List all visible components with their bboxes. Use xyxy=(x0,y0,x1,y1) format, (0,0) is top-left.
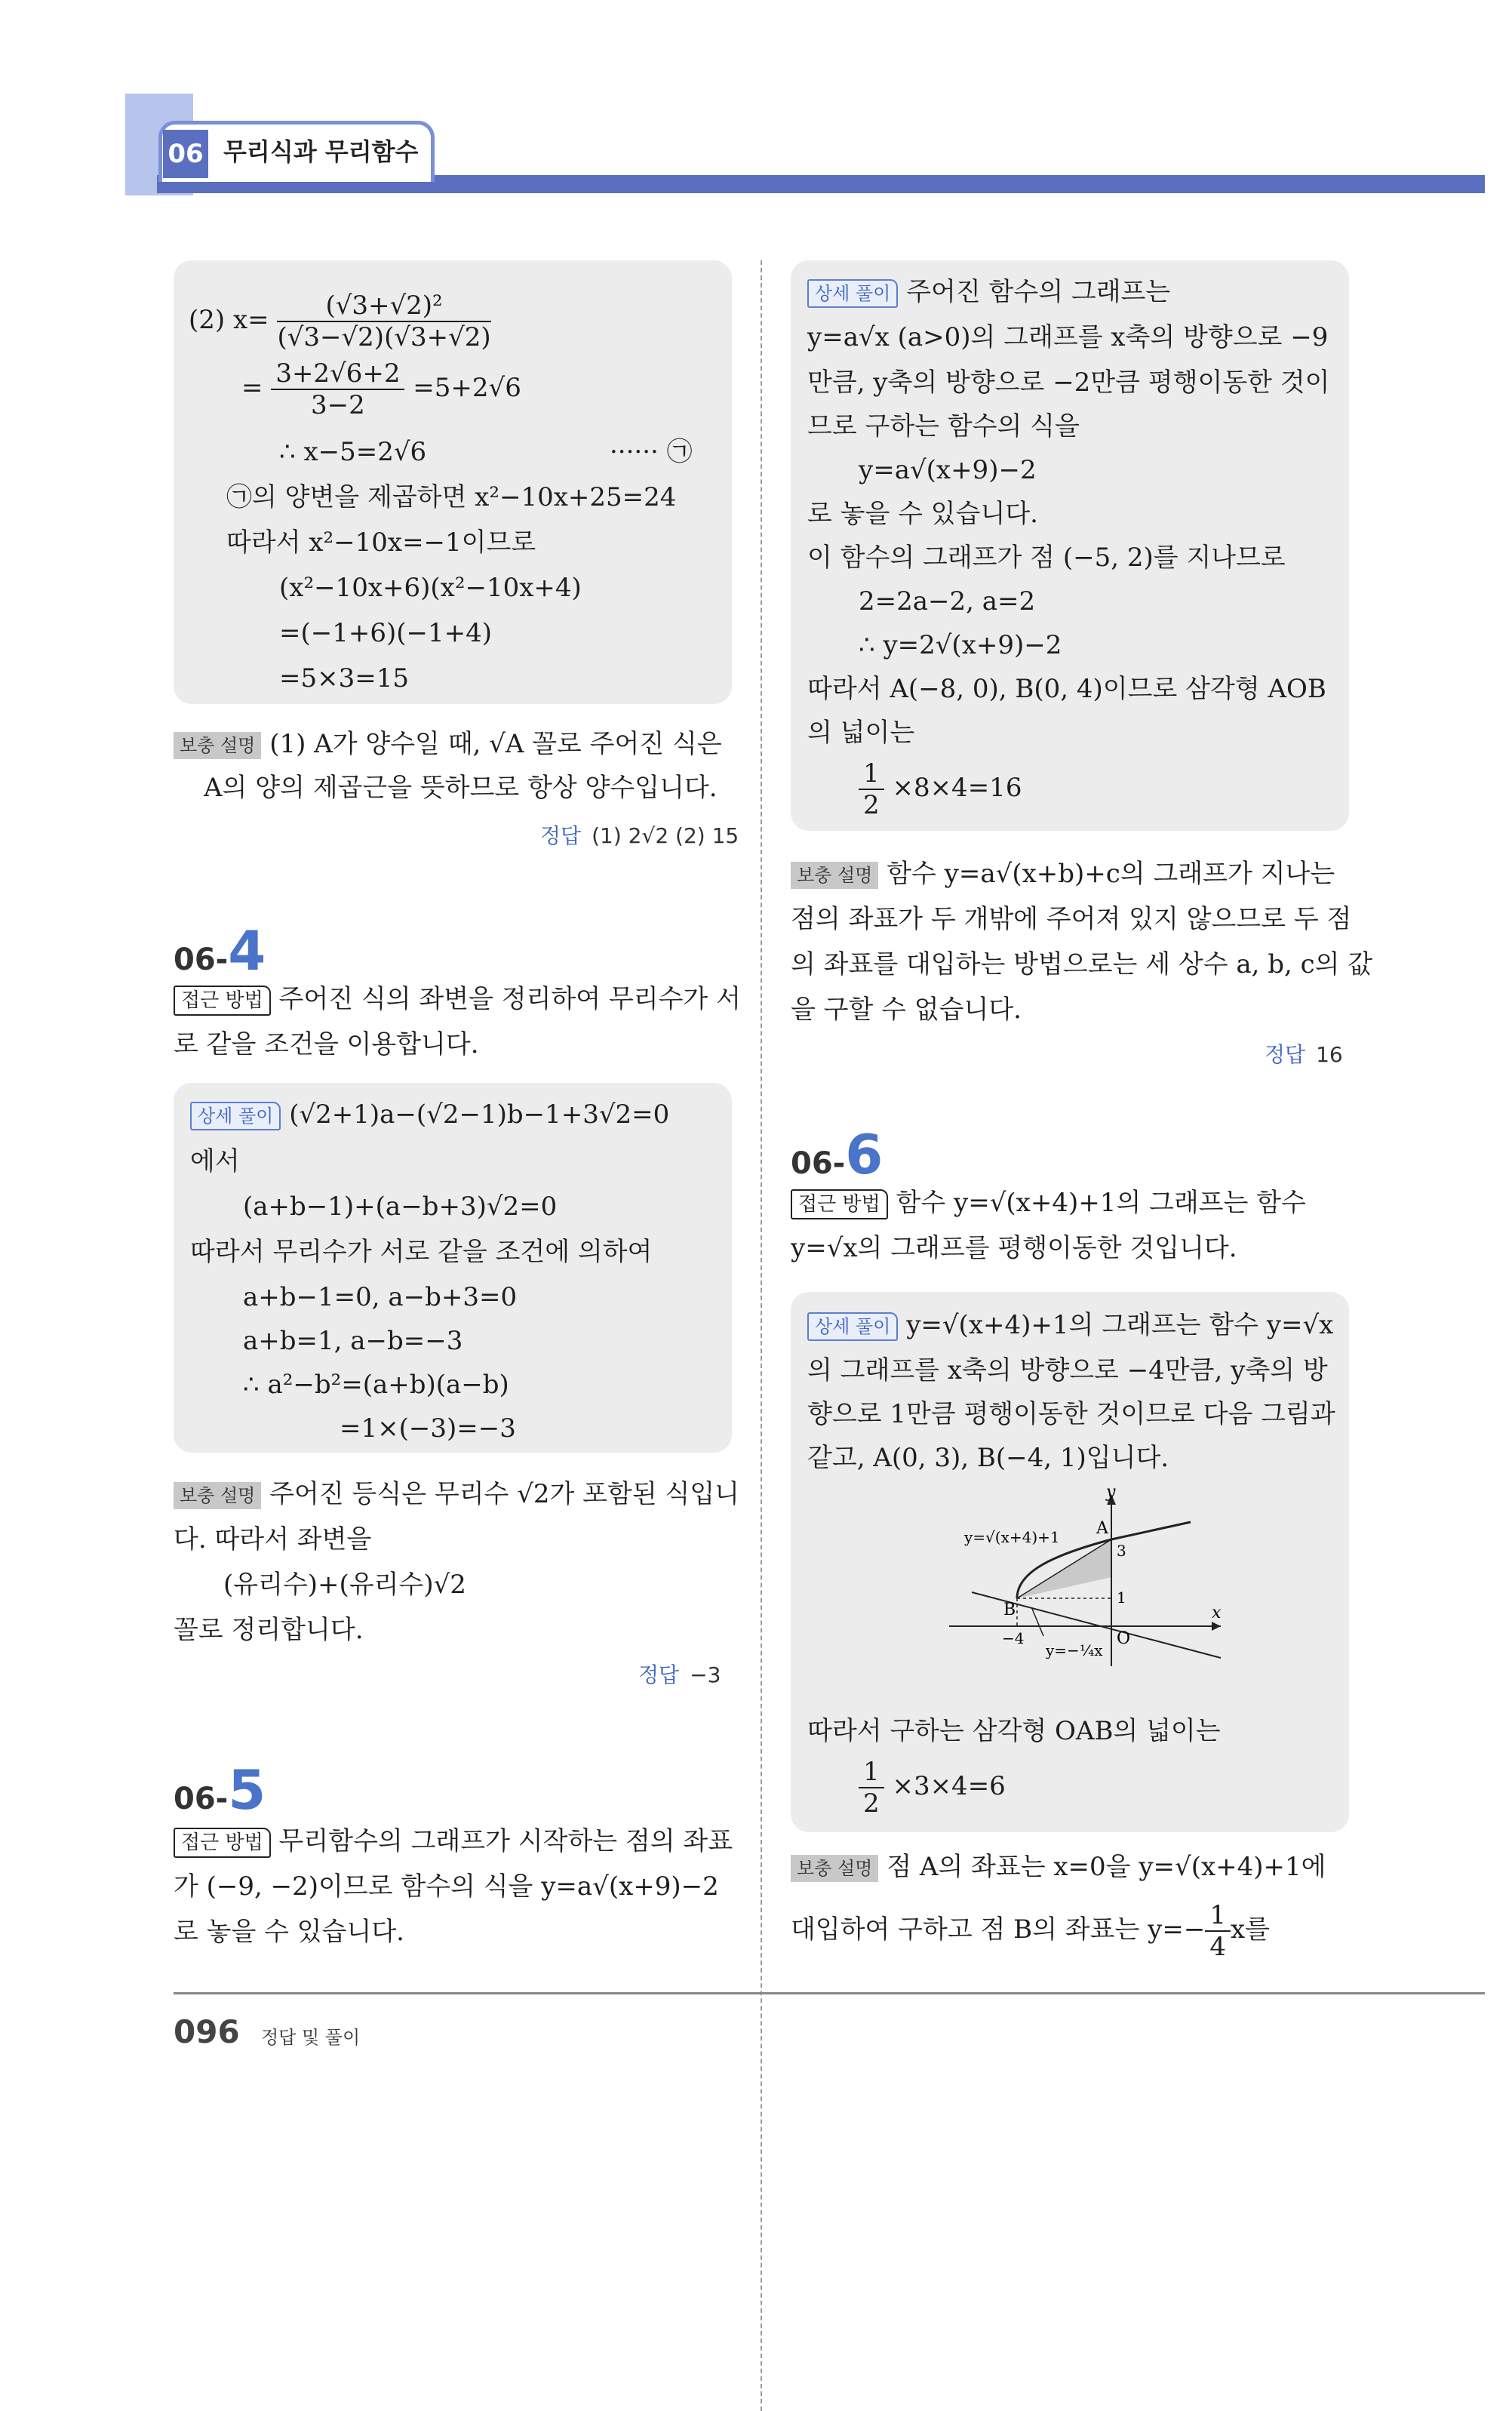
approach-text: 가 (−9, −2)이므로 함수의 식을 y=a√(x+9)−2 xyxy=(174,1871,719,1902)
detail-solution-tag: 상세 풀이 xyxy=(807,1312,898,1341)
solution-box-3: (2) x= $\frac{\text{(√3+√2)²}}{(√3-√2)(√3+√2)}$ = $\frac{3+2√6+2}{3-2}$ =5+2√6 ∴ x−5=2√6 ······ ㉠ ㉠의 양변을 제곱하면 x²−10x+25=24 따라서 x²−10x=−1이므로 (x²−10x+6)(x²−10x+4) =(−1+6)(−1+4) =5×3=15 xyxy=(174,260,732,704)
equation-line: ∴ a²−b²=(a+b)(a−b) xyxy=(243,1370,509,1400)
note-text: 대입하여 구하고 점 B의 좌표는 y=− xyxy=(791,1914,1206,1945)
footer-rule xyxy=(174,1992,1485,1994)
footer-label: 정답 및 풀이 xyxy=(261,2027,361,2048)
note-text: (1) A가 양수일 때, √A 꼴로 주어진 식은 xyxy=(269,729,722,759)
chapter-title: 무리식과 무리함수 xyxy=(223,137,419,166)
text-line: 만큼, y축의 방향으로 −2만큼 평행이동한 것이 xyxy=(807,367,1330,398)
text-line: 따라서 구하는 삼각형 OAB의 넓이는 xyxy=(807,1716,1221,1746)
section-heading-06-5: 06-5 xyxy=(174,1758,266,1822)
equation-line: 2=2a−2, a=2 xyxy=(859,586,1036,617)
text-line: 따라서 x²−10x=−1이므로 xyxy=(226,527,536,558)
origin-label: O xyxy=(1117,1629,1131,1648)
note-text: 주어진 등식은 무리수 √2가 포함된 식입니 xyxy=(269,1479,740,1509)
equation-line: (x²−10x+6)(x²−10x+4) xyxy=(279,573,582,603)
tick-neg4: −4 xyxy=(1002,1629,1025,1647)
note-text: 점 A의 좌표는 x=0을 y=√(x+4)+1에 xyxy=(887,1852,1326,1882)
text-line: 향으로 1만큼 평행이동한 것이므로 다음 그림과 xyxy=(807,1399,1335,1429)
text-line: 의 넓이는 xyxy=(807,718,915,748)
approach-text: 로 놓을 수 있습니다. xyxy=(174,1917,404,1947)
text-line: ㉠의 양변을 제곱하면 x²−10x+25=24 xyxy=(226,482,677,512)
solution-box-6: 상세 풀이 y=√(x+4)+1의 그래프는 함수 y=√x 의 그래프를 x축의 방향으로 −4만큼, y축의 방 향으로 1만큼 평행이동한 것이므로 다음 그림과 같고, A(0, 3), B(−4, 1)입니다. y x y=√(x+4)+1 A B 3 1 −4 O y=−¼x 따라서 구하는 삼각형 OAB의 넓이는 $\frac{1}{2}$ ×3×4=6 xyxy=(791,1292,1349,1832)
equation-line: (a+b−1)+(a−b+3)√2=0 xyxy=(243,1192,558,1222)
text-line: y=√(x+4)+1의 그래프는 함수 y=√x xyxy=(906,1310,1334,1340)
equation-line: =5×3=15 xyxy=(279,663,409,693)
function-graph xyxy=(942,1488,1228,1669)
point-a-label: A xyxy=(1096,1519,1108,1538)
fraction: $\frac{3+2√6+2}{3-2}$ xyxy=(271,358,404,420)
supplement-tag: 보충 설명 xyxy=(791,1855,878,1882)
equation-line: ∴ y=2√(x+9)−2 xyxy=(859,630,1062,660)
answer: 정답 (1) 2√2 (2) 15 xyxy=(540,823,739,848)
text-line: 로 놓을 수 있습니다. xyxy=(807,499,1038,529)
detail-solution-tag: 상세 풀이 xyxy=(807,279,898,308)
fraction: $\frac{1}{2}$ xyxy=(859,758,884,820)
curve-label: y=√(x+4)+1 xyxy=(964,1528,1060,1546)
approach-text: y=√x의 그래프를 평행이동한 것입니다. xyxy=(791,1233,1237,1263)
x-axis-label: x xyxy=(1212,1604,1222,1622)
text-line: 같고, A(0, 3), B(−4, 1)입니다. xyxy=(807,1443,1169,1473)
label-pointer xyxy=(1032,1609,1043,1636)
equation-line: (√2+1)a−(√2−1)b−1+3√2=0 xyxy=(289,1099,670,1130)
text-line: 에서 xyxy=(190,1146,240,1176)
x-axis-arrow xyxy=(1212,1622,1221,1631)
section-heading-06-6: 06-6 xyxy=(791,1123,884,1186)
answer: 정답 16 xyxy=(1265,1042,1343,1067)
approach-tag: 접근 방법 xyxy=(174,1828,271,1858)
approach-text: 무리함수의 그래프가 시작하는 점의 좌표 xyxy=(278,1826,733,1856)
approach-tag: 접근 방법 xyxy=(791,1189,888,1219)
point-b-label: B xyxy=(1003,1601,1016,1619)
supplement-tag: 보충 설명 xyxy=(174,732,261,759)
tick-1: 1 xyxy=(1117,1588,1126,1607)
column-divider xyxy=(761,260,762,2411)
text-line: 의 그래프를 x축의 방향으로 −4만큼, y축의 방 xyxy=(807,1355,1328,1385)
note-text: 의 좌표를 대입하는 방법으로는 세 상수 a, b, c의 값 xyxy=(791,949,1373,979)
supplement-tag: 보충 설명 xyxy=(791,862,878,889)
detail-solution-tag: 상세 풀이 xyxy=(190,1102,281,1130)
text-line: 므로 구하는 함수의 식을 xyxy=(807,411,1080,441)
text-line: 주어진 함수의 그래프는 xyxy=(906,277,1171,307)
approach-tag: 접근 방법 xyxy=(174,986,271,1016)
text-line: 이 함수의 그래프가 점 (−5, 2)를 지나므로 xyxy=(807,543,1286,573)
solution-box-4 xyxy=(174,1083,732,1453)
text-line: y=a√x (a>0)의 그래프를 x축의 방향으로 −9 xyxy=(807,322,1329,352)
y-axis-label: y xyxy=(1106,1488,1116,1502)
approach-text: 주어진 식의 좌변을 정리하여 무리수가 서 xyxy=(278,984,741,1014)
approach-text: 로 같을 조건을 이용합니다. xyxy=(174,1029,479,1059)
solution-box-5: 상세 풀이 주어진 함수의 그래프는 y=a√x (a>0)의 그래프를 x축의 방향으로 −9 만큼, y축의 방향으로 −2만큼 평행이동한 것이 므로 구하는 함수의 식을 y=a√(x+9)−2 로 놓을 수 있습니다. 이 함수의 그래프가 점 (−5, 2)를 지나므로 2=2a−2, a=2 ∴ y=2√(x+9)−2 따라서 A(−8, 0), B(0, 4)이므로 삼각형 AOB 의 넓이는 $\frac{1}{2}$ ×8×4=16 xyxy=(791,260,1349,831)
page-number: 096 xyxy=(174,2013,240,2050)
text-line: 따라서 A(−8, 0), B(0, 4)이므로 삼각형 AOB xyxy=(807,674,1326,704)
equation-line: a+b=1, a−b=−3 xyxy=(243,1326,463,1356)
note-text: 을 구할 수 없습니다. xyxy=(791,995,1022,1025)
fraction: $\frac{1}{4}$ xyxy=(1205,1900,1231,1962)
note-text: (유리수)+(유리수)√2 xyxy=(223,1570,466,1600)
note-text: 꼴로 정리합니다. xyxy=(174,1615,364,1645)
equation-line: =1×(−3)=−3 xyxy=(340,1413,516,1444)
eq-prefix: (2) x= xyxy=(189,305,269,335)
supplement-tag: 보충 설명 xyxy=(174,1482,261,1509)
fraction: $\frac{\text{(√3+√2)²}}{(√3-√2)(√3+√2)}$ xyxy=(277,291,491,352)
section-heading-06-4: 06-4 xyxy=(174,919,266,983)
note-text: 함수 y=a√(x+b)+c의 그래프가 지나는 xyxy=(887,859,1335,889)
line-label: y=−¼x xyxy=(1046,1641,1103,1659)
equation-marker: ······ ㉠ xyxy=(610,437,693,467)
equation-line: ∴ x−5=2√6 xyxy=(279,437,427,467)
equation-line: =(−1+6)(−1+4) xyxy=(279,618,493,648)
equation-line: a+b−1=0, a−b+3=0 xyxy=(243,1282,518,1312)
equation-line: y=a√(x+9)−2 xyxy=(859,455,1037,485)
fraction: $\frac{1}{2}$ xyxy=(859,1757,884,1819)
answer: 정답 −3 xyxy=(638,1662,721,1687)
note-text: 다. 따라서 좌변을 xyxy=(174,1524,372,1555)
text-line: 따라서 무리수가 서로 같을 조건에 의하여 xyxy=(190,1237,653,1267)
chapter-number: 06 xyxy=(163,130,208,178)
tick-3: 3 xyxy=(1117,1542,1126,1560)
note-text: A의 양의 제곱근을 뜻하므로 항상 양수입니다. xyxy=(204,773,718,803)
note-text: 점의 좌표가 두 개밖에 주어져 있지 않으므로 두 점 xyxy=(791,904,1352,934)
approach-text: 함수 y=√(x+4)+1의 그래프는 함수 xyxy=(896,1188,1306,1218)
